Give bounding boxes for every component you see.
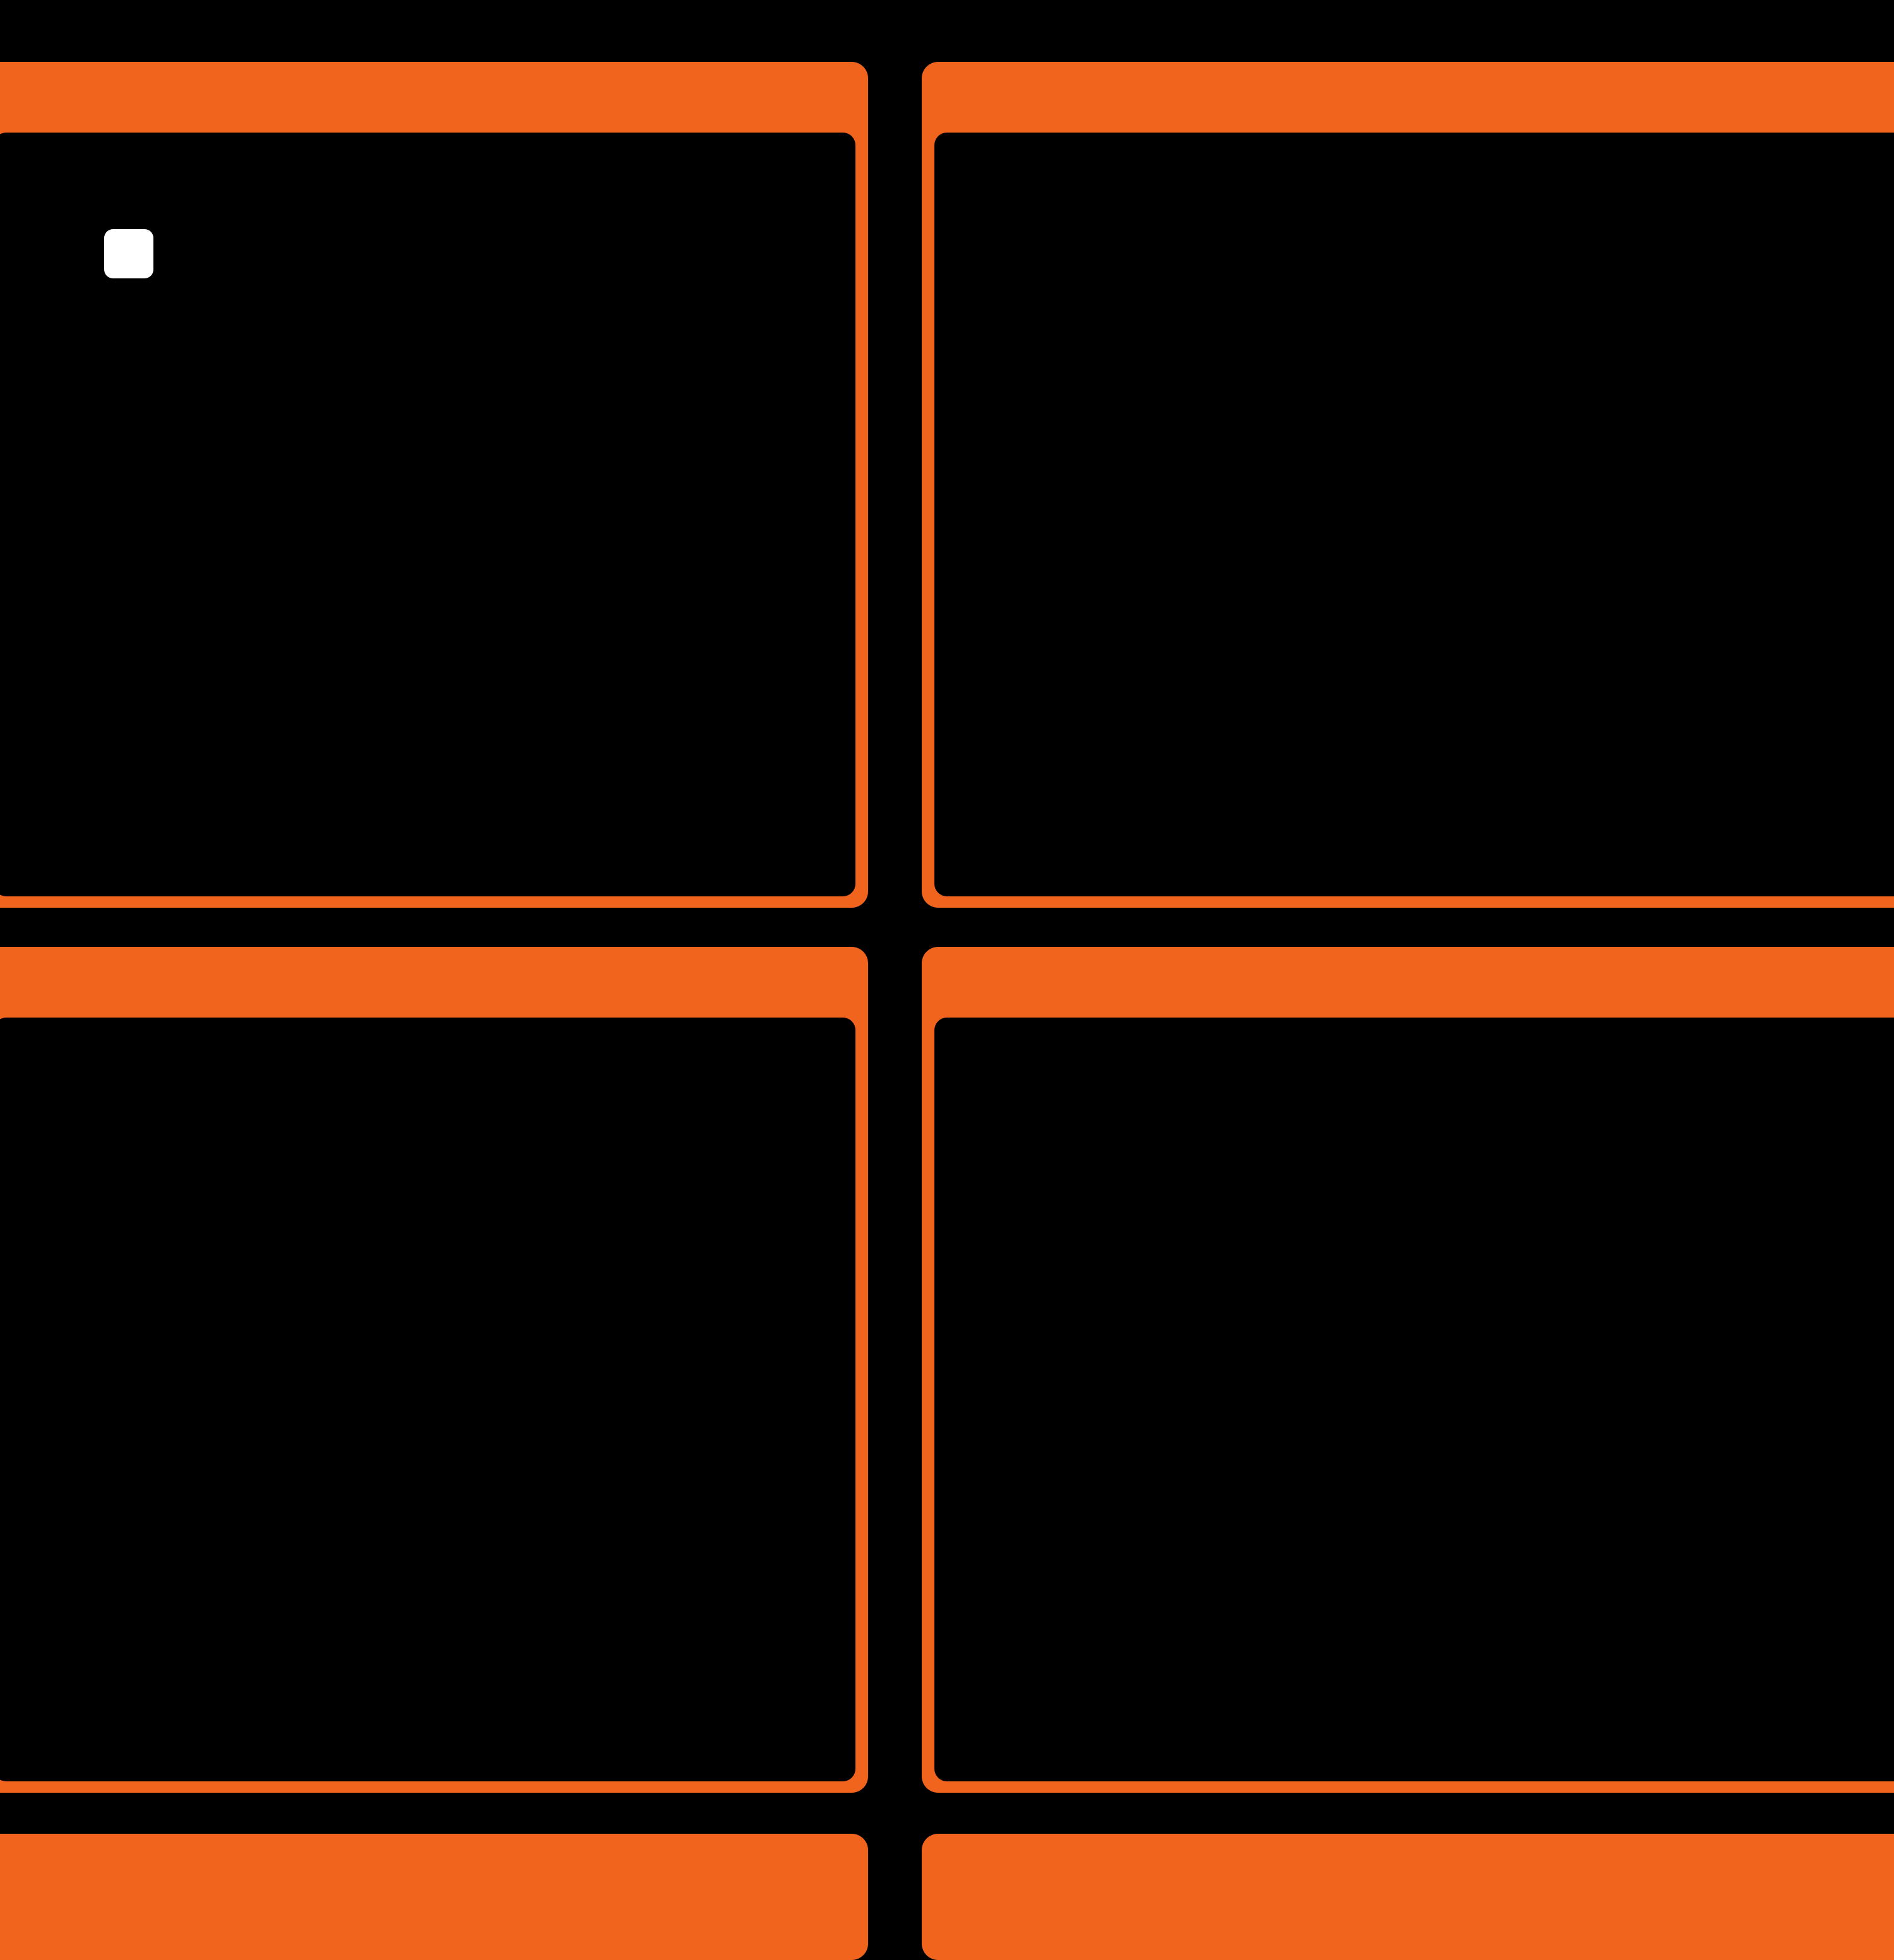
bottom-left-panel bbox=[0, 1834, 868, 1960]
legend-away bbox=[104, 222, 160, 279]
september-panel bbox=[922, 1834, 1894, 1960]
july-panel bbox=[922, 62, 1894, 908]
june-panel bbox=[0, 62, 868, 908]
may-panel bbox=[0, 947, 868, 1793]
may-grid bbox=[0, 1018, 855, 1781]
august-panel bbox=[922, 947, 1894, 1793]
away-swatch bbox=[104, 229, 153, 278]
july-grid bbox=[934, 133, 1894, 896]
august-grid bbox=[934, 1018, 1894, 1781]
